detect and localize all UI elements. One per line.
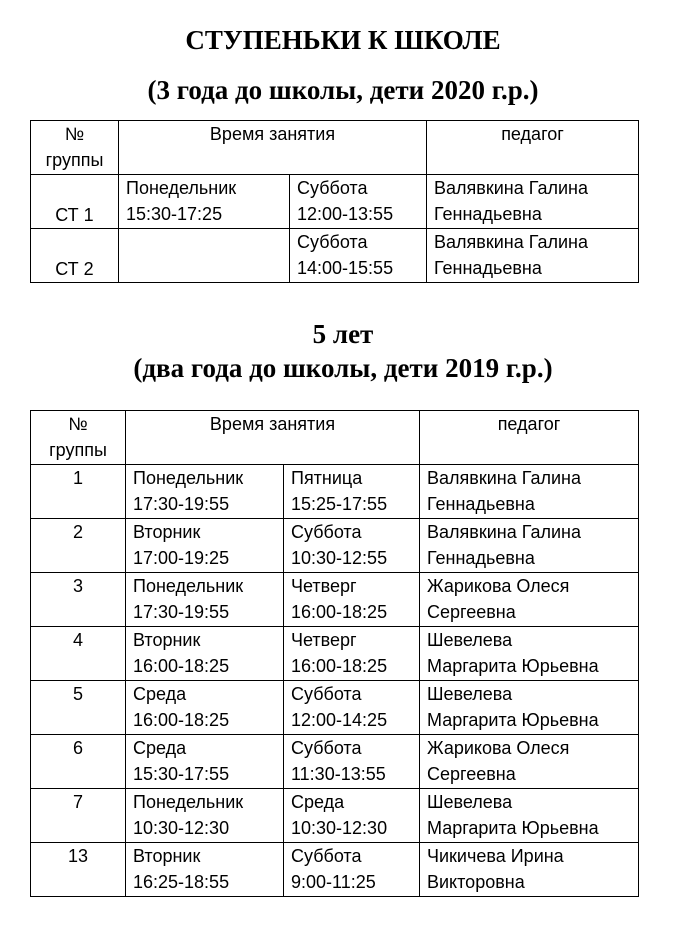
- table-row: [31, 465, 639, 519]
- table-row: [31, 229, 639, 283]
- day1-cell: [126, 627, 284, 681]
- header-group-line2: группы: [45, 150, 104, 170]
- header-time: Время занятия: [119, 121, 427, 175]
- day2-cell: [290, 175, 427, 229]
- day2-time: 10:30-12:55: [291, 548, 388, 568]
- teacher-name-line1: Валявкина Галина: [427, 522, 581, 542]
- day1-name: Вторник: [133, 630, 201, 650]
- table-row: [31, 735, 639, 789]
- day2-cell: [284, 789, 420, 843]
- day2-cell: [284, 465, 420, 519]
- day2-name: Суббота: [297, 178, 368, 198]
- day2-time: 16:00-18:25: [291, 656, 388, 676]
- teacher-name-line2: Маргарита Юрьевна: [427, 710, 599, 730]
- day1-cell: [126, 681, 284, 735]
- day2-name: Пятница: [291, 468, 363, 488]
- schedule-table-5yo: [30, 410, 639, 897]
- day2-time: 10:30-12:30: [291, 818, 388, 838]
- section2-subtitle: (два года до школы, дети 2019 г.р.): [133, 353, 553, 383]
- day1-cell: [119, 175, 290, 229]
- table-row: [31, 789, 639, 843]
- group-number: 7: [31, 789, 126, 843]
- teacher-cell: [427, 229, 639, 283]
- day2-time: 14:00-15:55: [297, 258, 394, 278]
- group-number: СТ 1: [31, 175, 119, 229]
- day1-time: 16:00-18:25: [133, 656, 230, 676]
- day2-time: 12:00-13:55: [297, 204, 394, 224]
- day1-cell: [126, 789, 284, 843]
- teacher-cell: [420, 465, 639, 519]
- day1-cell: [126, 735, 284, 789]
- teacher-name-line2: Геннадьевна: [427, 494, 535, 514]
- group-number: 2: [31, 519, 126, 573]
- teacher-cell: [420, 735, 639, 789]
- day1-name: Среда: [133, 738, 187, 758]
- day2-time: 16:00-18:25: [291, 602, 388, 622]
- teacher-cell: [420, 627, 639, 681]
- teacher-name-line1: Шевелева: [427, 684, 513, 704]
- group-number: 5: [31, 681, 126, 735]
- day1-time: 17:00-19:25: [133, 548, 230, 568]
- day2-time: 12:00-14:25: [291, 710, 388, 730]
- group-number: 3: [31, 573, 126, 627]
- header-group-line2: группы: [49, 440, 107, 460]
- day2-cell: [290, 229, 427, 283]
- day1-name: Вторник: [133, 846, 201, 866]
- day1-time: 10:30-12:30: [133, 818, 230, 838]
- header-teacher: педагог: [427, 121, 639, 175]
- group-number: 4: [31, 627, 126, 681]
- day1-cell: [126, 573, 284, 627]
- day1-cell: [126, 465, 284, 519]
- day1-time: 17:30-19:55: [133, 602, 230, 622]
- day2-name: Среда: [291, 792, 345, 812]
- teacher-name-line1: Жарикова Олеся: [427, 738, 570, 758]
- teacher-name-line1: Шевелева: [427, 792, 513, 812]
- teacher-name-line2: Геннадьевна: [434, 204, 542, 224]
- day1-name: Среда: [133, 684, 187, 704]
- teacher-name-line1: Валявкина Галина: [434, 232, 588, 252]
- day2-time: 15:25-17:55: [291, 494, 388, 514]
- day2-name: Суббота: [291, 522, 362, 542]
- teacher-name-line2: Маргарита Юрьевна: [427, 656, 599, 676]
- teacher-cell: [420, 519, 639, 573]
- header-group: [31, 411, 126, 465]
- day1-time: 15:30-17:25: [126, 204, 223, 224]
- group-number: 6: [31, 735, 126, 789]
- section2-title: 5 лет: [312, 319, 374, 349]
- table-header-row: [31, 121, 639, 175]
- day2-name: Четверг: [291, 630, 357, 650]
- day1-time: 15:30-17:55: [133, 764, 230, 784]
- teacher-name-line1: Валявкина Галина: [434, 178, 588, 198]
- header-time: Время занятия: [126, 411, 420, 465]
- day1-time: 16:25-18:55: [133, 872, 230, 892]
- day2-name: Суббота: [291, 738, 362, 758]
- day2-name: Суббота: [291, 846, 362, 866]
- schedule-table-3yo: [30, 120, 639, 283]
- teacher-cell: [427, 175, 639, 229]
- teacher-name-line2: Сергеевна: [427, 764, 516, 784]
- teacher-cell: [420, 843, 639, 897]
- day2-cell: [284, 573, 420, 627]
- day2-name: Четверг: [291, 576, 357, 596]
- day2-cell: [284, 735, 420, 789]
- teacher-cell: [420, 573, 639, 627]
- section1-title: СТУПЕНЬКИ К ШКОЛЕ: [185, 25, 501, 55]
- teacher-name-line1: Жарикова Олеся: [427, 576, 570, 596]
- day2-name: Суббота: [297, 232, 368, 252]
- day2-time: 11:30-13:55: [291, 764, 386, 784]
- day1-cell: [126, 519, 284, 573]
- teacher-name-line2: Сергеевна: [427, 602, 516, 622]
- teacher-cell: [420, 789, 639, 843]
- day1-cell: [119, 229, 290, 283]
- teacher-name-line2: Геннадьевна: [427, 548, 535, 568]
- day2-cell: [284, 843, 420, 897]
- teacher-name-line1: Чикичева Ирина: [427, 846, 564, 866]
- table-header-row: [31, 411, 639, 465]
- day1-time: 16:00-18:25: [133, 710, 230, 730]
- header-group: [31, 121, 119, 175]
- table-row: [31, 627, 639, 681]
- table-row: [31, 519, 639, 573]
- day1-cell: [126, 843, 284, 897]
- teacher-name-line1: Валявкина Галина: [427, 468, 581, 488]
- teacher-name-line1: Шевелева: [427, 630, 513, 650]
- day1-time: 17:30-19:55: [133, 494, 230, 514]
- day1-name: Понедельник: [133, 792, 244, 812]
- header-group-line1: №: [68, 414, 88, 434]
- teacher-name-line2: Викторовна: [427, 872, 525, 892]
- day1-name: Понедельник: [133, 576, 244, 596]
- table-row: [31, 573, 639, 627]
- day1-name: Вторник: [133, 522, 201, 542]
- table-row: [31, 681, 639, 735]
- teacher-name-line2: Маргарита Юрьевна: [427, 818, 599, 838]
- day2-time: 9:00-11:25: [291, 872, 376, 892]
- day2-cell: [284, 681, 420, 735]
- table-row: [31, 175, 639, 229]
- teacher-cell: [420, 681, 639, 735]
- day2-cell: [284, 627, 420, 681]
- day1-name: Понедельник: [133, 468, 244, 488]
- day2-name: Суббота: [291, 684, 362, 704]
- group-number: 13: [31, 843, 126, 897]
- header-group-line1: №: [64, 124, 85, 144]
- teacher-name-line2: Геннадьевна: [434, 258, 542, 278]
- table-row: [31, 843, 639, 897]
- group-number: СТ 2: [31, 229, 119, 283]
- day1-name: Понедельник: [126, 178, 237, 198]
- section1-subtitle: (3 года до школы, дети 2020 г.р.): [147, 75, 539, 105]
- day2-cell: [284, 519, 420, 573]
- header-teacher: педагог: [420, 411, 639, 465]
- group-number: 1: [31, 465, 126, 519]
